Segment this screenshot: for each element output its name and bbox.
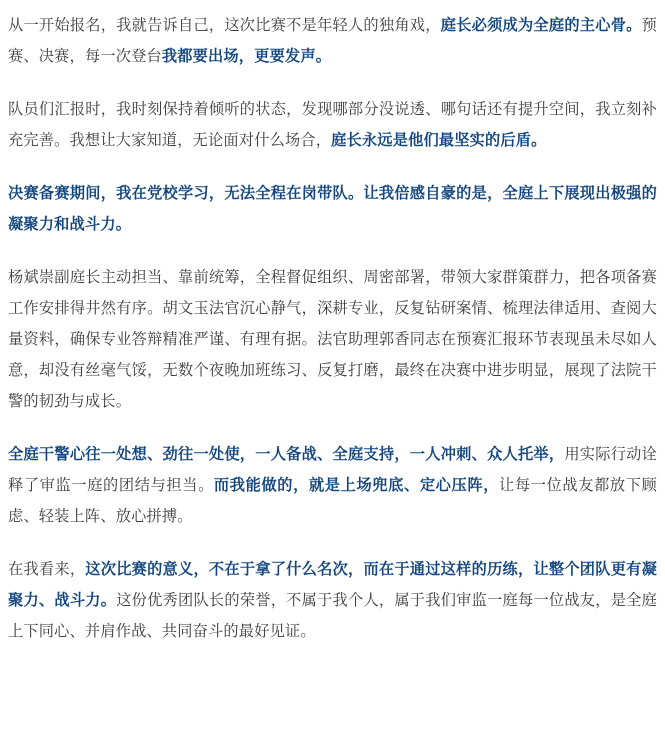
body-text: 队员们汇报时，我时刻保持着倾听的状态，发现哪部分没说透、哪句话还有提升空间，我立刻补充完善。我想让大家知道，无论面对什么场合， bbox=[8, 101, 657, 149]
paragraph bbox=[8, 94, 657, 156]
highlight-text: 而我能做的，就是上场兜底、定心压阵， bbox=[213, 477, 500, 494]
highlight-text: 决赛备赛期间，我在党校学习，无法全程在岗带队。让我倍感自豪的是，全庭上下展现出极强的凝聚力和战斗力。 bbox=[8, 185, 657, 233]
paragraph bbox=[8, 262, 657, 417]
highlight-text: 庭长必须成为全庭的主心骨。 bbox=[440, 17, 642, 34]
body-text: 杨斌崇副庭长主动担当、靠前统筹，全程督促组织、周密部署，带领大家群策群力，把各项备赛工作安排得井然有序。胡文玉法官沉心静气，深耕专业，反复钻研案情、梳理法律适用、查阅大量资料，确保专业答辩精准严谨、有理有据。法官助理郭香同志在预赛汇报环节表现虽未尽如人意，却没有丝毫气馁，无数个夜晚加班练习、反复打磨，最终在决赛中进步明显，展现了法院干警的韧劲与成长。 bbox=[8, 269, 657, 410]
body-text: 在我看来， bbox=[8, 561, 86, 578]
highlight-text: 我都要出场，更要发声。 bbox=[161, 48, 332, 65]
body-text: 预赛、决赛，每一次登台 bbox=[8, 17, 657, 65]
body-text: 用实际行动诠释了审监一庭的团结与担当。 bbox=[8, 446, 658, 494]
paragraph bbox=[8, 554, 657, 647]
highlight-text: 全庭干警心往一处想、劲往一处使，一人备战、全庭支持，一人冲刺、众人托举， bbox=[8, 446, 565, 463]
highlight-text: 庭长永远是他们最坚实的后盾。 bbox=[331, 132, 547, 149]
paragraph bbox=[8, 10, 657, 72]
document-body bbox=[8, 10, 657, 647]
body-text: 让每一位战友都放下顾虑、轻装上阵、放心拼搏。 bbox=[8, 477, 657, 525]
paragraph bbox=[8, 439, 657, 532]
paragraph bbox=[8, 178, 657, 240]
body-text: 从一开始报名，我就告诉自己，这次比赛不是年轻人的独角戏， bbox=[8, 17, 441, 34]
body-text: 这份优秀团队长的荣誉，不属于我个人，属于我们审监一庭每一位战友，是全庭上下同心、并肩作战、共同奋斗的最好见证。 bbox=[8, 592, 658, 640]
highlight-text: 这次比赛的意义，不在于拿了什么名次，而在于通过这样的历练，让整个团队更有凝聚力、战斗力。 bbox=[8, 561, 658, 609]
